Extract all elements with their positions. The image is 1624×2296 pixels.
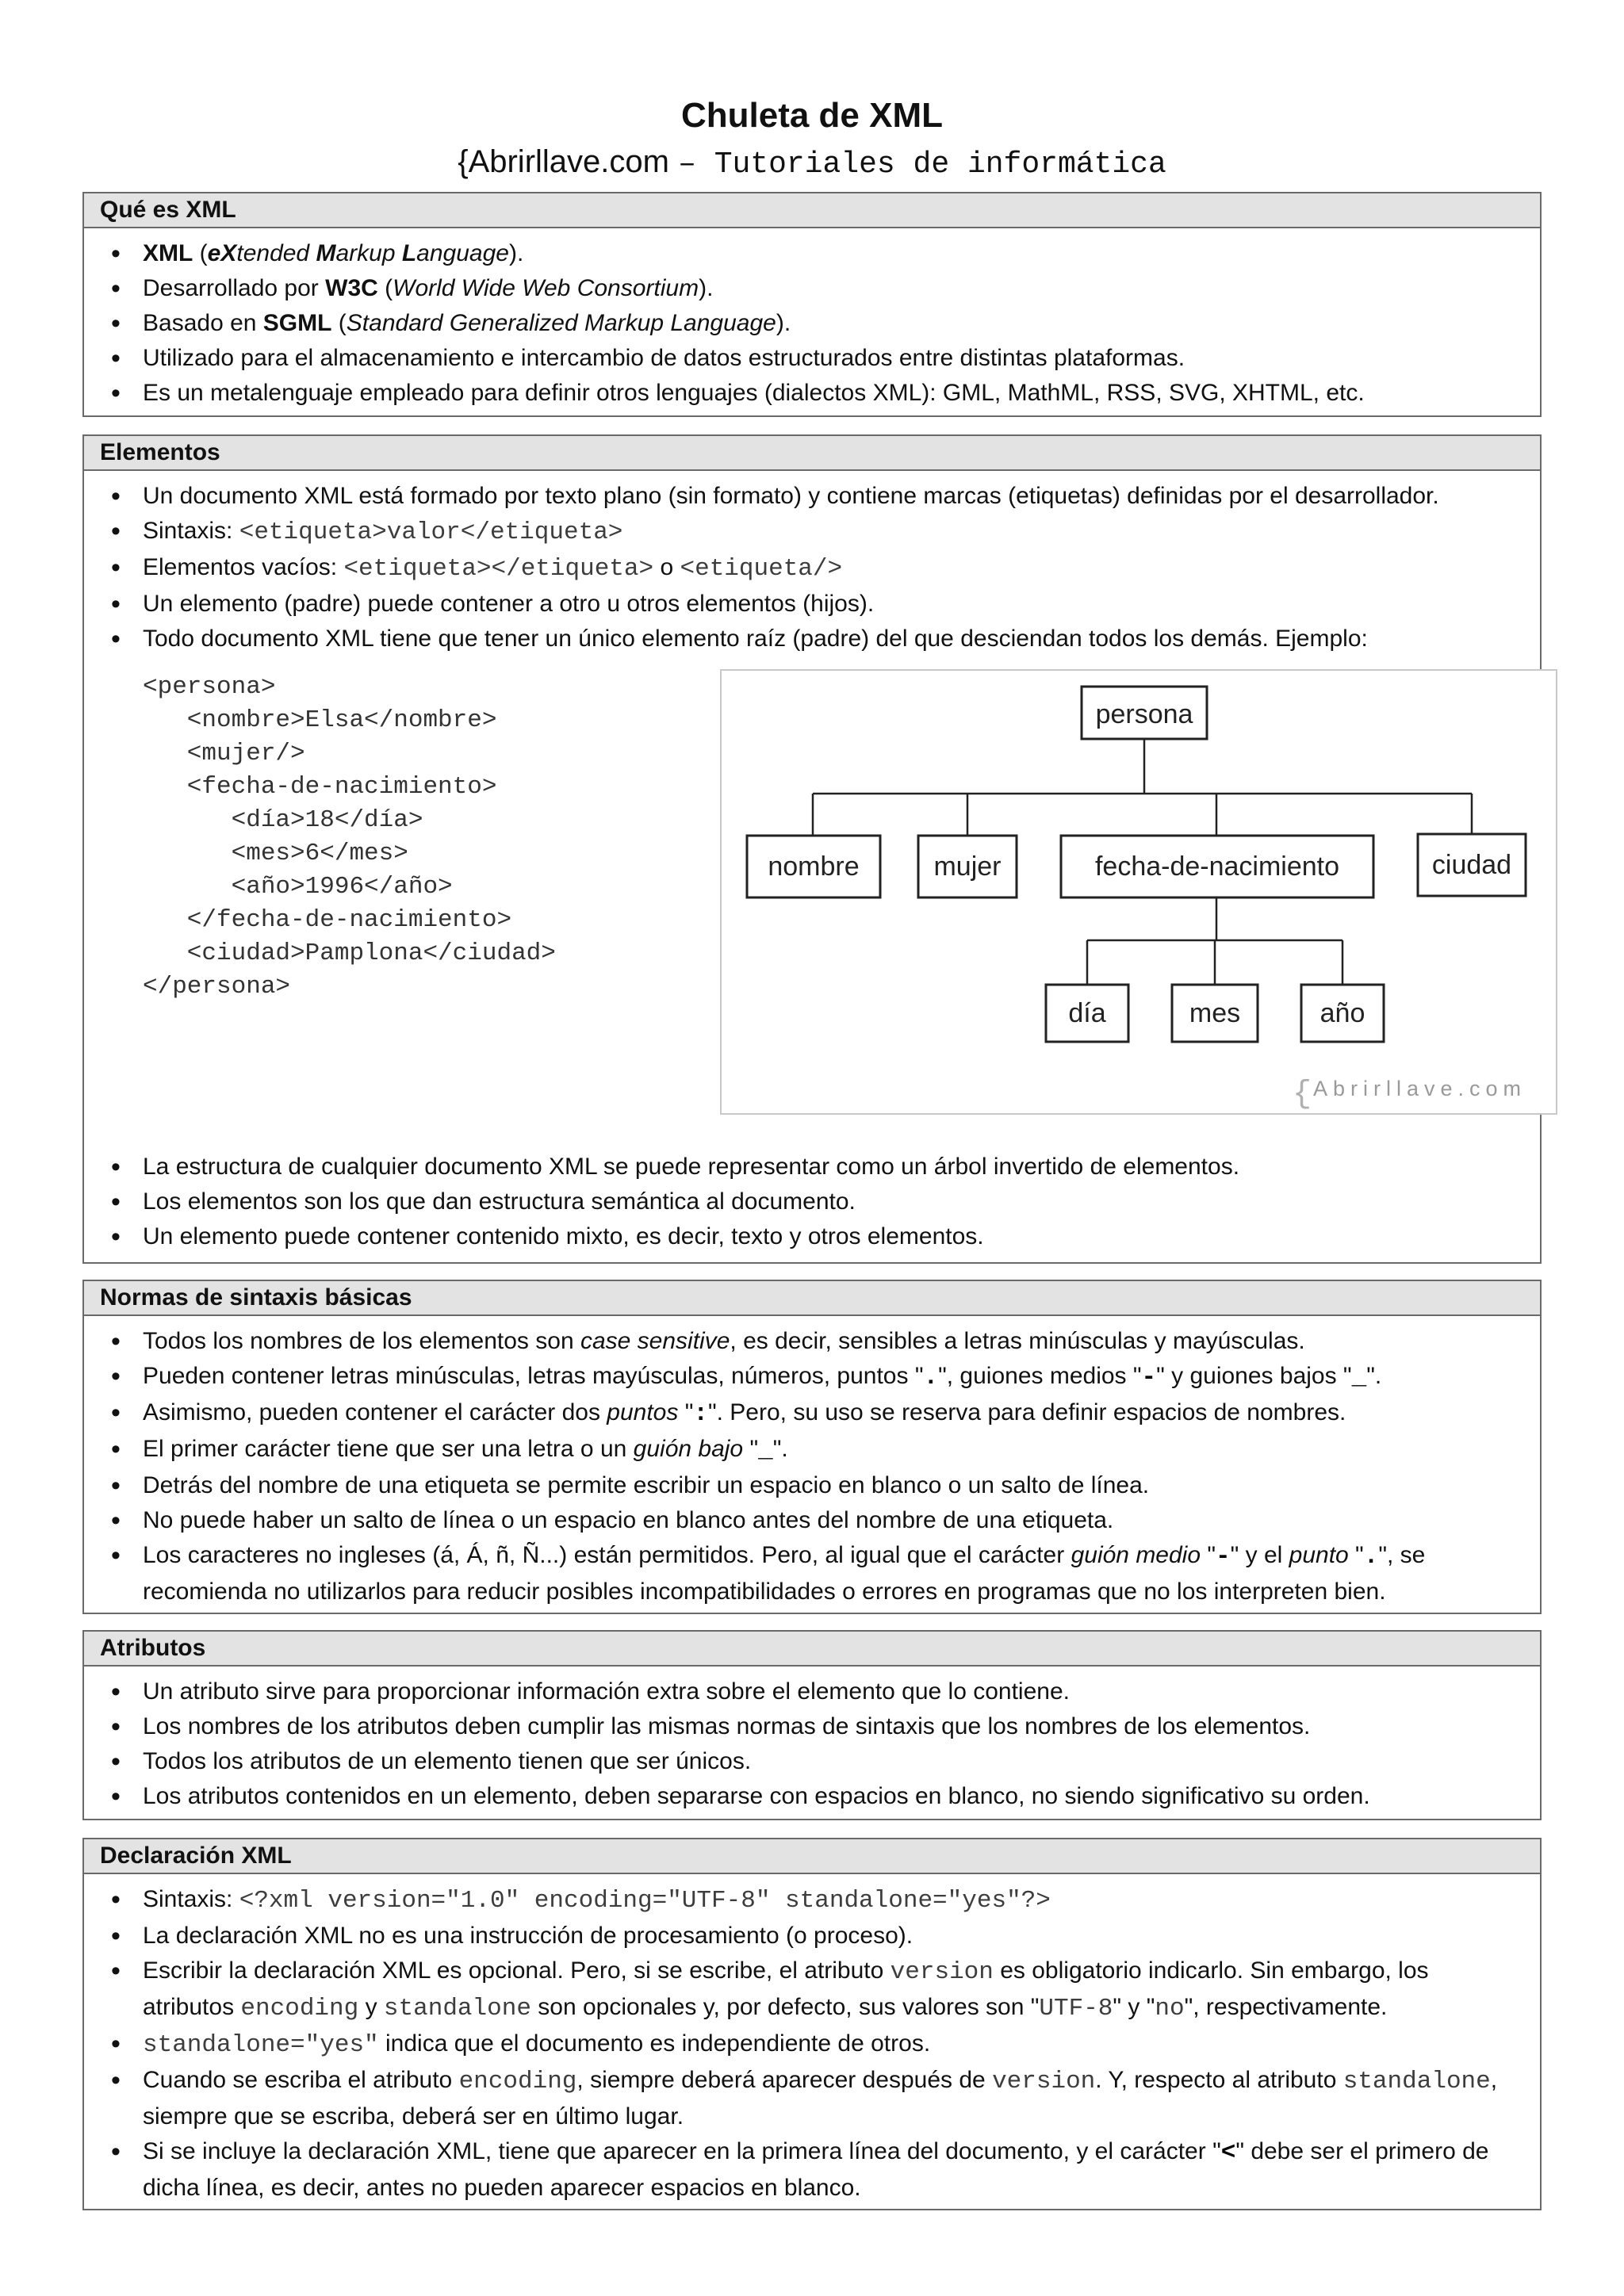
- watermark-logo: [1293, 1077, 1526, 1112]
- section-normas-sintaxis: [82, 1280, 1542, 1614]
- svg-text:mes: mes: [1189, 998, 1241, 1028]
- xml-tree-diagram: [720, 669, 1557, 1115]
- svg-text:persona: persona: [1095, 699, 1193, 729]
- bullet-list: [100, 1674, 1524, 1814]
- page-subtitle: [0, 141, 1624, 186]
- section-title: Qué es XML: [84, 193, 1540, 228]
- page-header: [0, 94, 1624, 186]
- node-mes: [1172, 985, 1258, 1042]
- xml-code-block: <persona> <nombre>Elsa</nombre> <mujer/> <fecha-de-nacimiento> <día>18</día> <mes>6</mes> <año>1996</año> </fecha-de-nacimiento> <ciudad>Pamplona</ciudad> </persona>: [143, 673, 556, 1001]
- list-item: • Utilizado para el almacenamiento e intercambio de datos estructurados entre distintas plataformas.: [100, 341, 1524, 376]
- node-fecha-de-nacimiento: [1061, 836, 1373, 897]
- list-item: • Los nombres de los atributos deben cumplir las mismas normas de sintaxis que los nombres de los elementos.: [100, 1709, 1524, 1744]
- list-item: • Un documento XML está formado por texto plano (sin formato) y contiene marcas (etiquetas) definidas por el desarrollador.: [100, 479, 1524, 514]
- section-title: Declaración XML: [84, 1839, 1540, 1874]
- list-item: • Todo documento XML tiene que tener un único elemento raíz (padre) del que desciendan todos los demás. Ejemplo:: [100, 622, 1524, 656]
- list-item: • Pueden contener letras minúsculas, letras mayúsculas, números, puntos ".", guiones medios "-" y guiones bajos "_".: [100, 1359, 1524, 1395]
- section-title: Normas de sintaxis básicas: [84, 1281, 1540, 1316]
- list-item: • Escribir la declaración XML es opcional. Pero, si se escribe, el atributo version es obligatorio indicarlo. Sin embargo, los atributos encoding y standalone son opcionales y, por defecto, sus valores son "UTF-8" y "no", respectivamente.: [100, 1954, 1524, 2026]
- list-item: • La estructura de cualquier documento XML se puede representar como un árbol invertido de elementos.: [100, 1150, 1524, 1184]
- xml-example: [100, 656, 1527, 1150]
- site-tagline: – Tutoriales de informática: [678, 147, 1166, 182]
- list-item: • Todos los nombres de los elementos son case sensitive, es decir, sensibles a letras minúsculas y mayúsculas.: [100, 1324, 1524, 1359]
- section-declaracion-xml: [82, 1838, 1542, 2210]
- svg-text:día: día: [1068, 998, 1106, 1028]
- node-mujer: [918, 836, 1017, 897]
- bullet-list: [100, 1882, 1524, 2206]
- list-item: • Es un metalenguaje empleado para definir otros lenguajes (dialectos XML): GML, MathML, RSS, SVG, XHTML, etc.: [100, 376, 1524, 411]
- svg-text:mujer: mujer: [933, 851, 1002, 882]
- list-item: • Sintaxis: <?xml version="1.0" encoding="UTF-8" standalone="yes"?>: [100, 1882, 1524, 1919]
- section-title: Elementos: [84, 436, 1540, 471]
- list-item: • Si se incluye la declaración XML, tiene que aparecer en la primera línea del documento, y el carácter "<" debe ser el primero de dicha línea, es decir, antes no pueden aparecer espacios en blanco.: [100, 2134, 1524, 2206]
- section-atributos: [82, 1630, 1542, 1820]
- tree-svg: [722, 671, 1556, 1113]
- list-item: • Los caracteres no ingleses (á, Á, ñ, Ñ...) están permitidos. Pero, al igual que el carácter guión medio "-" y el punto ".", se recomienda no utilizarlos para reducir posibles incompatibilidades o errores en programas que no los interpreten bien.: [100, 1538, 1524, 1609]
- list-item: • XML (eXtended Markup Language).: [100, 236, 1524, 271]
- node-nombre: [747, 836, 880, 897]
- list-item: • Elementos vacíos: <etiqueta></etiqueta> o <etiqueta/>: [100, 550, 1524, 587]
- svg-text:ciudad: ciudad: [1431, 850, 1512, 880]
- bullet-list: [100, 479, 1524, 656]
- node-dia: [1046, 985, 1128, 1042]
- bullet-list: [100, 1150, 1524, 1254]
- svg-text:{: {: [1293, 1077, 1312, 1112]
- list-item: • standalone="yes" indica que el documento es independiente de otros.: [100, 2026, 1524, 2063]
- node-ciudad: [1418, 834, 1526, 896]
- list-item: • La declaración XML no es una instrucción de procesamiento (o proceso).: [100, 1919, 1524, 1954]
- list-item: • Detrás del nombre de una etiqueta se permite escribir un espacio en blanco o un salto de línea.: [100, 1468, 1524, 1503]
- node-persona: [1082, 687, 1207, 739]
- list-item: • Los elementos son los que dan estructura semántica al documento.: [100, 1184, 1524, 1219]
- section-title: Atributos: [84, 1632, 1540, 1667]
- list-item: • Asimismo, pueden contener el carácter dos puntos ":". Pero, su uso se reserva para definir espacios de nombres.: [100, 1395, 1524, 1432]
- list-item: • El primer carácter tiene que ser una letra o un guión bajo "_".: [100, 1432, 1524, 1468]
- svg-text:fecha-de-nacimiento: fecha-de-nacimiento: [1094, 851, 1340, 882]
- list-item: • Cuando se escriba el atributo encoding, siempre deberá aparecer después de version. Y, respecto al atributo standalone, siempre que se escriba, deberá ser en último lugar.: [100, 2063, 1524, 2134]
- page-title: Chuleta de XML: [680, 96, 944, 135]
- section-elementos: [82, 434, 1542, 1264]
- bullet-list: [100, 1324, 1524, 1609]
- section-que-es-xml: [82, 192, 1542, 417]
- list-item: • Desarrollado por W3C (World Wide Web Consortium).: [100, 271, 1524, 306]
- list-item: • Un elemento (padre) puede contener a otro u otros elementos (hijos).: [100, 587, 1524, 622]
- svg-text:Abrirllave.com: Abrirllave.com: [1313, 1077, 1527, 1100]
- list-item: • Sintaxis: <etiqueta>valor</etiqueta>: [100, 514, 1524, 550]
- list-item: • Los atributos contenidos en un elemento, deben separarse con espacios en blanco, no siendo significativo su orden.: [100, 1779, 1524, 1814]
- svg-text:nombre: nombre: [768, 851, 860, 882]
- bullet-list: [100, 236, 1524, 411]
- site-brand: {Abrirllave.com: [458, 144, 669, 179]
- svg-text:año: año: [1320, 998, 1365, 1028]
- list-item: • Un atributo sirve para proporcionar información extra sobre el elemento que lo contiene.: [100, 1674, 1524, 1709]
- list-item: • Un elemento puede contener contenido mixto, es decir, texto y otros elementos.: [100, 1219, 1524, 1254]
- list-item: • Todos los atributos de un elemento tienen que ser únicos.: [100, 1744, 1524, 1779]
- node-ano: [1301, 985, 1384, 1042]
- list-item: • Basado en SGML (Standard Generalized Markup Language).: [100, 306, 1524, 341]
- list-item: • No puede haber un salto de línea o un espacio en blanco antes del nombre de una etiqueta.: [100, 1503, 1524, 1538]
